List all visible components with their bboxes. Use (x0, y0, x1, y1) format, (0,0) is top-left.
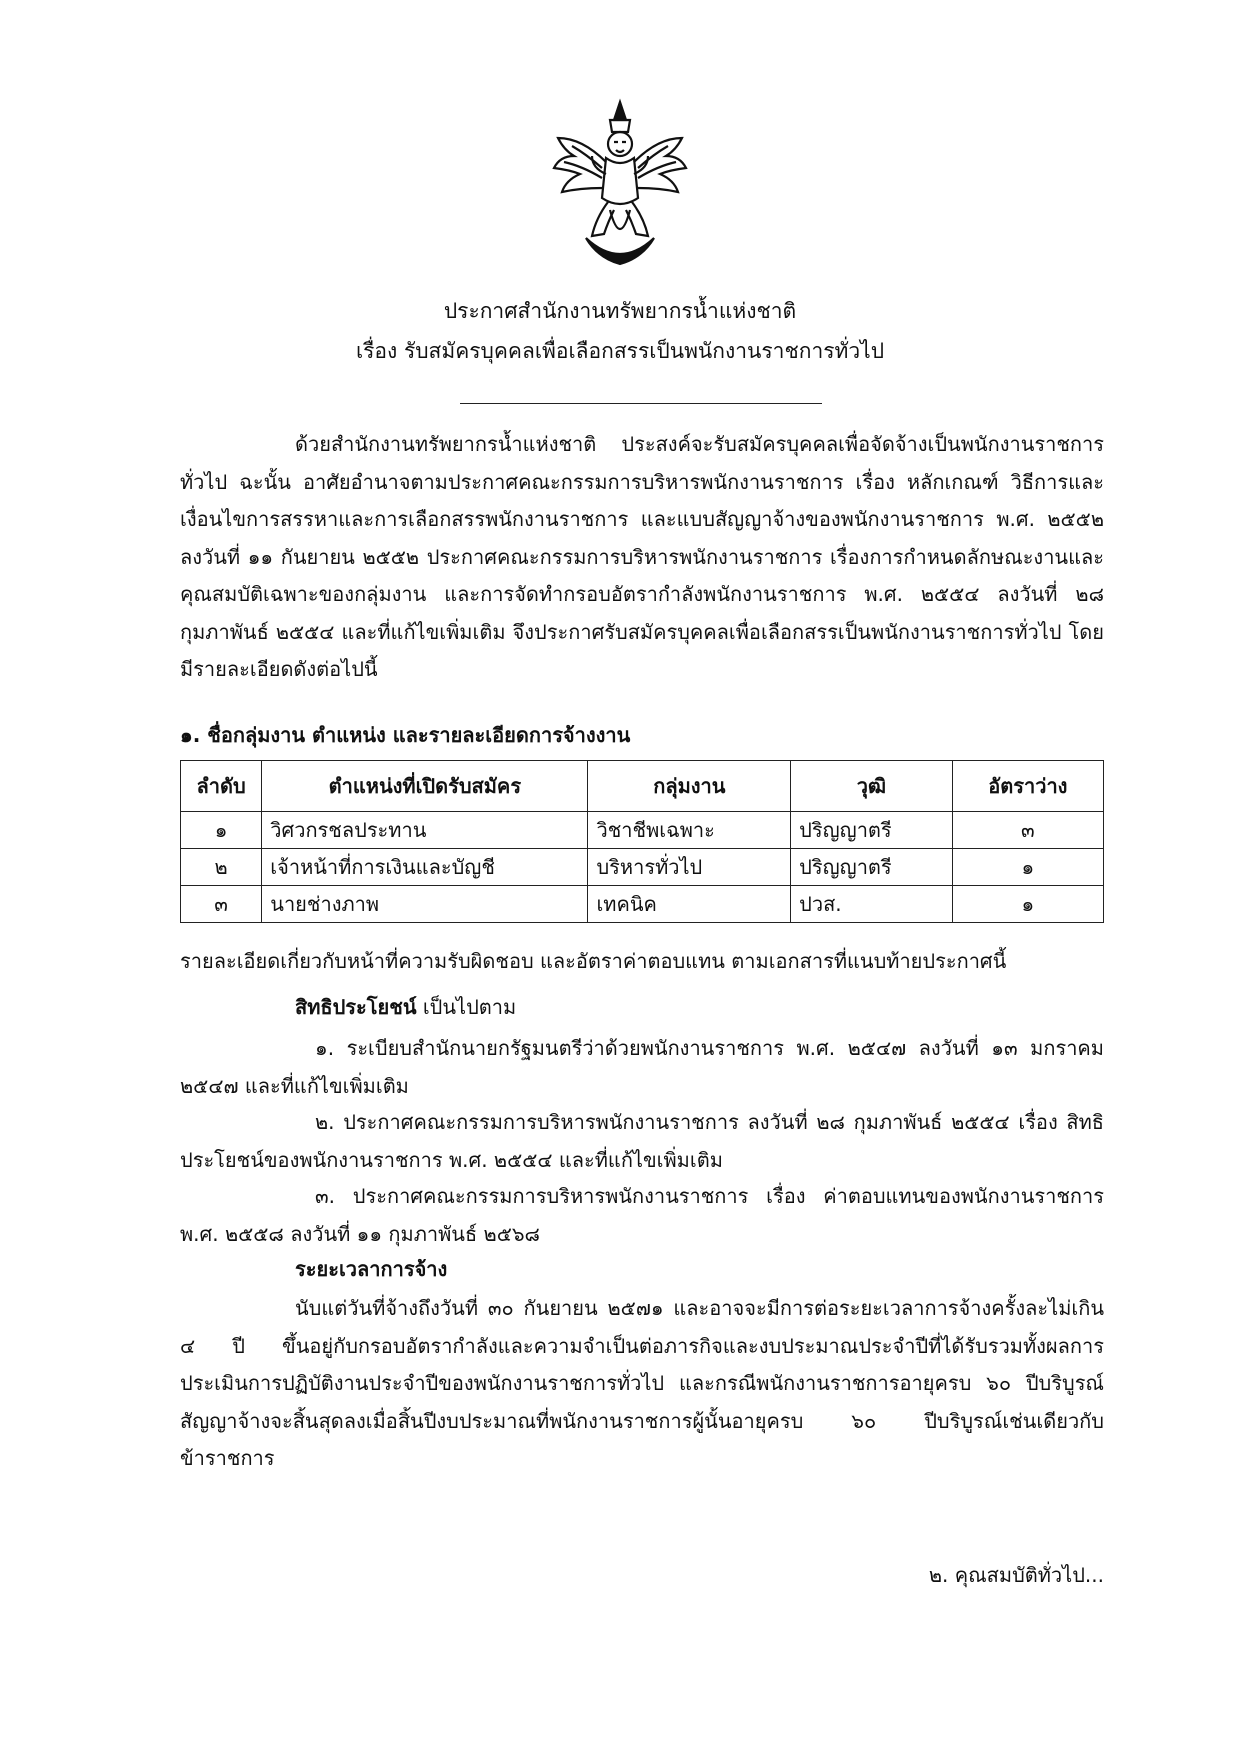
benefit-item-2: ๒. ประกาศคณะกรรมการบริหารพนักงานราชการ ลงวันที่ ๒๘ กุมภาพันธ์ ๒๕๕๔ เรื่อง สิทธิประโยชน์ของพนักงานราชการ พ.ศ. ๒๕๕๔ และที่แก้ไขเพิ่มเติม (180, 1110, 1104, 1172)
duration-heading (295, 1254, 447, 1284)
cell-order: ๒ (181, 849, 262, 886)
table-header-row (181, 761, 1104, 812)
column-header: วุฒิ (791, 761, 953, 812)
benefits-title: สิทธิประโยชน์ (295, 995, 417, 1019)
intro-paragraph: ด้วยสำนักงานทรัพยากรน้ำแห่งชาติ ประสงค์จะรับสมัครบุคคลเพื่อจัดจ้างเป็นพนักงานราชการทั่วไป ฉะนั้น อาศัยอำนาจตามประกาศคณะกรรมการบริหารพนักงานราชการ เรื่อง หลักเกณฑ์ วิธีการและเงื่อนไขการสรรหาและการเลือกสรรพนักงานราชการ และแบบสัญญาจ้างของพนักงานราชการ พ.ศ. ๒๕๕๒ ลงวันที่ ๑๑ กันยายน ๒๕๕๒ ประกาศคณะกรรมการบริหารพนักงานราชการ เรื่องการกำหนดลักษณะงานและคุณสมบัติเฉพาะของกลุ่มงาน และการจัดทำกรอบอัตรากำลังพนักงานราชการ พ.ศ. ๒๕๕๔ ลงวันที่ ๒๘ กุมภาพันธ์ ๒๕๕๔ และที่แก้ไขเพิ่มเติม จึงประกาศรับสมัครบุคคลเพื่อเลือกสรรเป็นพนักงานราชการทั่วไป โดยมีรายละเอียดดังต่อไปนี้ (180, 432, 1104, 681)
garuda-emblem-icon (552, 98, 688, 270)
cell-group: วิชาชีพเฉพาะ (588, 812, 791, 849)
cell-position: วิศวกรชลประทาน (262, 812, 588, 849)
announcement-subject: เรื่อง รับสมัครบุคคลเพื่อเลือกสรรเป็นพนักงานราชการทั่วไป (355, 339, 885, 363)
cell-qualification: ปวส. (791, 886, 953, 923)
column-header: กลุ่มงาน (588, 761, 791, 812)
cell-vacancies: ๑ (952, 886, 1103, 923)
cell-vacancies: ๑ (952, 849, 1103, 886)
cell-qualification: ปริญญาตรี (791, 849, 953, 886)
benefits-title-suffix: เป็นไปตาม (416, 995, 517, 1019)
benefits-heading (295, 992, 516, 1022)
column-header: อัตราว่าง (952, 761, 1103, 812)
cell-vacancies: ๓ (952, 812, 1103, 849)
cell-position: เจ้าหน้าที่การเงินและบัญชี (262, 849, 588, 886)
duration-paragraph: นับแต่วันที่จ้างถึงวันที่ ๓๐ กันยายน ๒๕๗๑ และอาจจะมีการต่อระยะเวลาการจ้างครั้งละไม่เกิน ๔ ปี ขึ้นอยู่กับกรอบอัตรากำลังและความจำเป็นต่อภารกิจและงบประมาณประจำปีที่ได้รับรวมทั้งผลการประเมินการปฏิบัติงานประจำปีของพนักงานราชการทั่วไป และกรณีพนักงานราชการอายุครบ ๖๐ ปีบริบูรณ์ สัญญาจ้างจะสิ้นสุดลงเมื่อสิ้นปีงบประมาณที่พนักงานราชการผู้นั้นอายุครบ ๖๐ ปีบริบูรณ์เช่นเดียวกับข้าราชการ (180, 1296, 1104, 1470)
table-row (181, 812, 1104, 849)
section-1-title: ๑. ชื่อกลุ่มงาน ตำแหน่ง และรายละเอียดการจ้างงาน (180, 723, 631, 747)
cell-qualification: ปริญญาตรี (791, 812, 953, 849)
table-note: รายละเอียดเกี่ยวกับหน้าที่ความรับผิดชอบ และอัตราค่าตอบแทน ตามเอกสารที่แนบท้ายประกาศนี้ (180, 949, 1007, 973)
cell-group: เทคนิค (588, 886, 791, 923)
cell-position: นายช่างภาพ (262, 886, 588, 923)
announcement-title: ประกาศสำนักงานทรัพยากรน้ำแห่งชาติ (443, 299, 797, 323)
duration-title: ระยะเวลาการจ้าง (295, 1257, 448, 1281)
positions-table (180, 760, 1104, 923)
column-header: ตำแหน่งที่เปิดรับสมัคร (262, 761, 588, 812)
benefit-item-3: ๓. ประกาศคณะกรรมการบริหารพนักงานราชการ เรื่อง ค่าตอบแทนของพนักงานราชการ พ.ศ. ๒๕๕๘ ลงวันที่ ๑๑ กุมภาพันธ์ ๒๕๖๘ (180, 1184, 1104, 1246)
table-row (181, 849, 1104, 886)
continued-marker: ๒. คุณสมบัติทั่วไป... (928, 1563, 1104, 1587)
cell-order: ๑ (181, 812, 262, 849)
title-divider (460, 403, 822, 404)
cell-group: บริหารทั่วไป (588, 849, 791, 886)
column-header: ลำดับ (181, 761, 262, 812)
cell-order: ๓ (181, 886, 262, 923)
table-row (181, 886, 1104, 923)
benefit-item-1: ๑. ระเบียบสำนักนายกรัฐมนตรีว่าด้วยพนักงานราชการ พ.ศ. ๒๕๔๗ ลงวันที่ ๑๓ มกราคม ๒๕๔๗ และที่แก้ไขเพิ่มเติม (180, 1036, 1104, 1098)
